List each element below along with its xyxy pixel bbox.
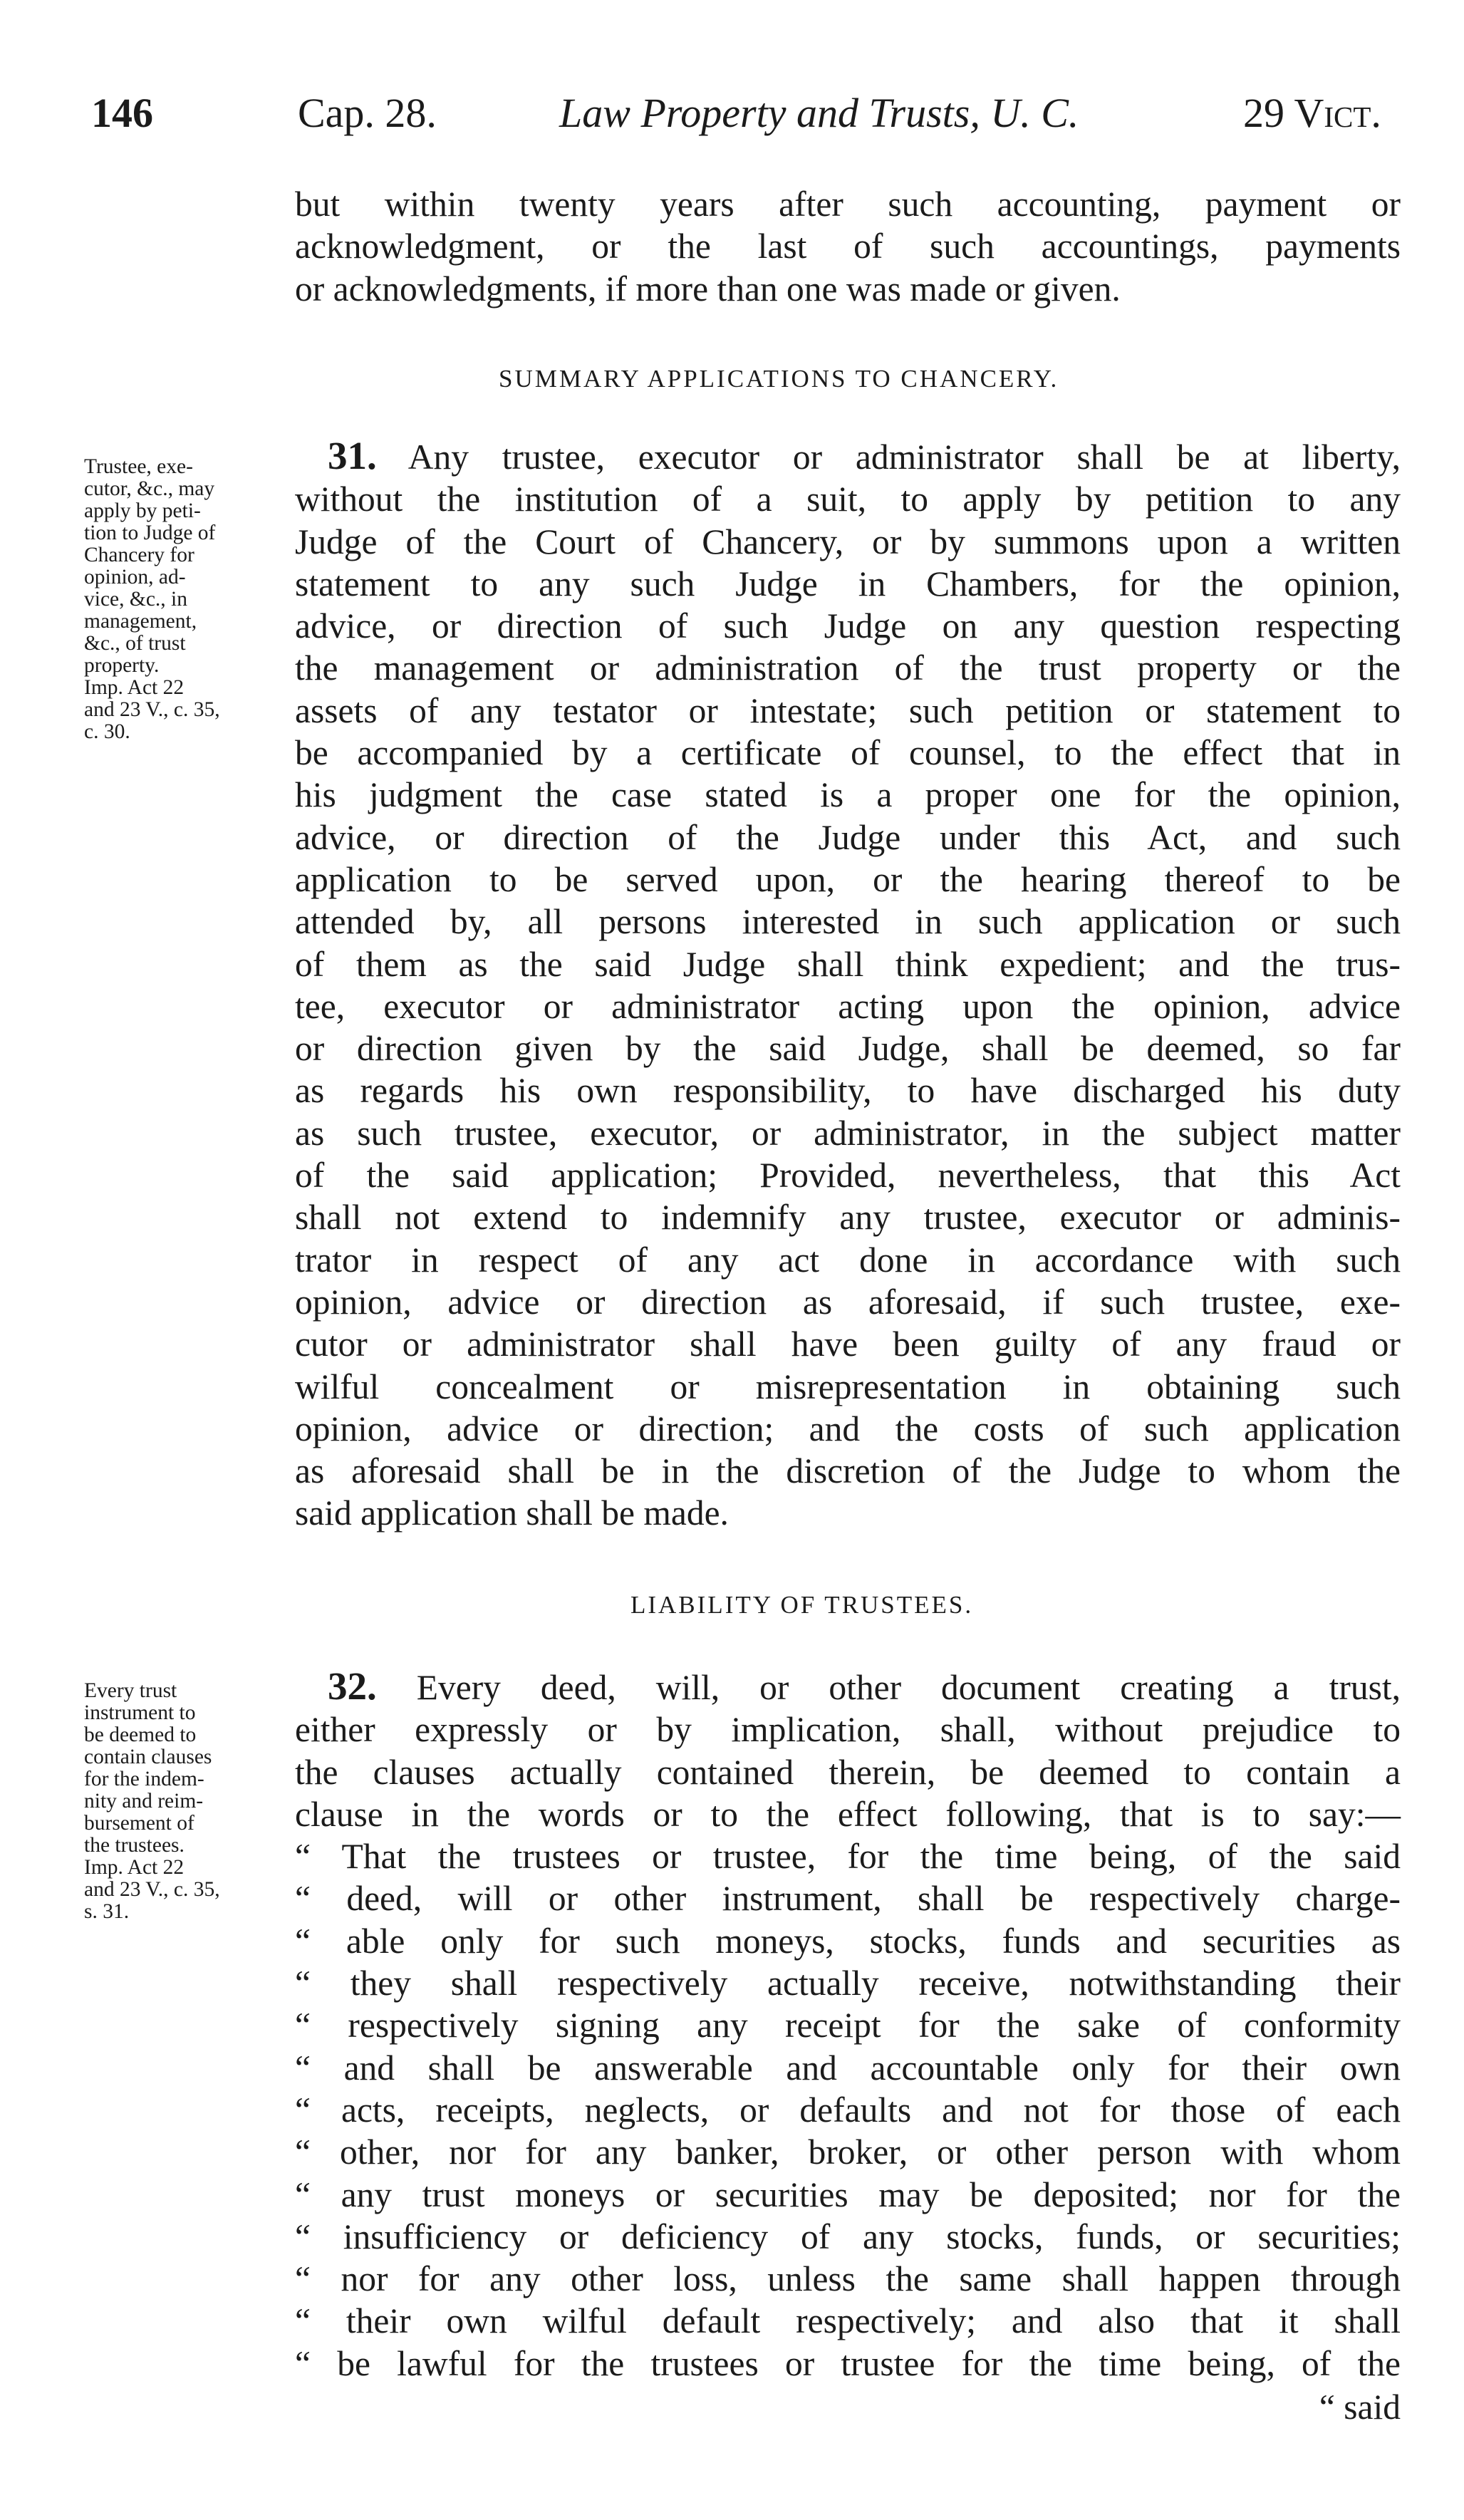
text-line: tee, executor or administrator acting upon the opinion, advice: [295, 986, 1401, 1026]
text-line: Judge of the Court of Chancery, or by summons upon a written: [295, 522, 1401, 561]
note-line: bursement of: [84, 1812, 194, 1835]
note-line: management,: [84, 610, 197, 633]
text-line: “ and shall be answerable and accountable only for their own: [295, 2048, 1401, 2088]
section-31-margin-note: [84, 456, 285, 743]
section-32-body: [295, 1665, 1401, 2428]
text-line: “ be lawful for the trustees or trustee for the time being, of the: [295, 2343, 1401, 2383]
section-31-body: [295, 435, 1401, 1535]
text-line: trator in respect of any act done in accordance with such: [295, 1240, 1401, 1280]
text-line: “ deed, will or other instrument, shall be respectively charge-: [295, 1879, 1401, 1919]
note-line: Chancery for: [84, 544, 194, 566]
text-fragment: Every deed, will, or other document creating a trust,: [376, 1668, 1401, 1707]
text-line: be accompanied by a certificate of counsel, to the effect that in: [295, 733, 1401, 773]
chapter-label: Cap. 28.: [298, 90, 437, 136]
text-line: [295, 1665, 1401, 1708]
note-line: Trustee, exe-: [84, 455, 193, 478]
note-line: be deemed to: [84, 1723, 197, 1746]
text-line: as aforesaid shall be in the discretion of the Judge to whom the: [295, 1451, 1401, 1491]
regnal-year: 29 Vict.: [1243, 90, 1381, 136]
note-line: c. 30.: [84, 720, 130, 743]
section-number: 32.: [328, 1664, 377, 1708]
section-32-margin-note: [84, 1680, 285, 1923]
text-line: but within twenty years after such accounting, payment or: [295, 185, 1401, 224]
text-line: “ able only for such moneys, stocks, funds and securities as: [295, 1921, 1401, 1961]
intro-paragraph: [295, 183, 1401, 310]
running-title: Law Property and Trusts, U. C.: [559, 90, 1079, 136]
text-line: wilful concealment or misrepresentation in obtaining such: [295, 1367, 1401, 1406]
text-line: or acknowledgments, if more than one was made or given.: [295, 269, 1121, 308]
text-line: opinion, advice or direction as aforesaid, if such trustee, exe-: [295, 1282, 1401, 1322]
text-line: advice, or direction of the Judge under this Act, and such: [295, 817, 1401, 857]
text-line: without the institution of a suit, to apply by petition to any: [295, 479, 1401, 519]
note-line: instrument to: [84, 1701, 196, 1724]
text-line: the clauses actually contained therein, be deemed to contain a: [295, 1752, 1401, 1792]
text-line: application to be served upon, or the hearing thereof to be: [295, 859, 1401, 899]
text-line: “ they shall respectively actually receive, notwithstanding their: [295, 1964, 1401, 2003]
note-line: the trustees.: [84, 1834, 185, 1857]
section-32-heading: LIABILITY OF TRUSTEES.: [630, 1591, 974, 1619]
text-line: or direction given by the said Judge, shall be deemed, so far: [295, 1029, 1401, 1069]
text-line: either expressly or by implication, shall, without prejudice to: [295, 1710, 1401, 1750]
text-line: “ nor for any other loss, unless the same shall happen through: [295, 2259, 1401, 2299]
text-line: said application shall be made.: [295, 1493, 729, 1533]
section-number: 31.: [328, 434, 377, 477]
text-line: cutor or administrator shall have been guilty of any fraud or: [295, 1324, 1401, 1364]
text-line: shall not extend to indemnify any trustee, executor or adminis-: [295, 1198, 1401, 1238]
text-line: “ That the trustees or trustee, for the time being, of the said: [295, 1837, 1401, 1877]
text-line: his judgment the case stated is a proper one for the opinion,: [295, 775, 1401, 815]
text-line: [295, 435, 1401, 478]
note-line: s. 31.: [84, 1900, 130, 1923]
note-line: vice, &c., in: [84, 588, 187, 611]
note-line: &c., of trust: [84, 632, 186, 655]
text-line: “ respectively signing any receipt for the sake of conformity: [295, 2006, 1401, 2045]
text-line: “ acts, receipts, neglects, or defaults and not for those of each: [295, 2090, 1401, 2130]
note-line: Imp. Act 22: [84, 1856, 185, 1879]
note-line: and 23 V., c. 35,: [84, 698, 220, 721]
catchword: “ said: [1319, 2387, 1401, 2427]
text-line: as such trustee, executor, or administrator, in the subject matter: [295, 1113, 1401, 1153]
note-line: property.: [84, 654, 160, 677]
note-line: and 23 V., c. 35,: [84, 1878, 220, 1901]
text-line: of them as the said Judge shall think expedient; and the trus-: [295, 944, 1401, 984]
text-line: “ insufficiency or deficiency of any stocks, funds, or securities;: [295, 2216, 1401, 2256]
note-line: contain clauses: [84, 1746, 212, 1768]
section-31-heading: SUMMARY APPLICATIONS TO CHANCERY.: [499, 365, 1059, 393]
text-line: “ their own wilful default respectively; and also that it shall: [295, 2301, 1401, 2341]
page-number: 146: [91, 90, 153, 136]
text-line: acknowledgment, or the last of such accountings, payments: [295, 227, 1401, 266]
note-line: cutor, &c., may: [84, 477, 215, 500]
note-line: nity and reim-: [84, 1790, 204, 1813]
note-line: opinion, ad-: [84, 566, 186, 588]
text-line: the management or administration of the trust property or the: [295, 648, 1401, 688]
note-line: for the indem-: [84, 1768, 204, 1790]
text-line: attended by, all persons interested in such application or such: [295, 902, 1401, 942]
text-line: “ any trust moneys or securities may be deposited; nor for the: [295, 2174, 1401, 2214]
text-line: of the said application; Provided, nevertheless, that this Act: [295, 1156, 1401, 1196]
text-line: “ other, nor for any banker, broker, or other person with whom: [295, 2132, 1401, 2172]
note-line: apply by peti-: [84, 499, 201, 522]
text-line: assets of any testator or intestate; such petition or statement to: [295, 690, 1401, 730]
text-line: advice, or direction of such Judge on any question respecting: [295, 606, 1401, 646]
text-line: statement to any such Judge in Chambers, for the opinion,: [295, 564, 1401, 603]
note-line: Imp. Act 22: [84, 676, 185, 699]
text-line: opinion, advice or direction; and the costs of such application: [295, 1409, 1401, 1448]
text-line: clause in the words or to the effect following, that is to say:—: [295, 1794, 1401, 1834]
note-line: Every trust: [84, 1679, 177, 1702]
text-fragment: Any trustee, executor or administrator shall be at liberty,: [376, 437, 1401, 477]
note-line: tion to Judge of: [84, 522, 216, 544]
text-line: as regards his own responsibility, to have discharged his duty: [295, 1071, 1401, 1111]
